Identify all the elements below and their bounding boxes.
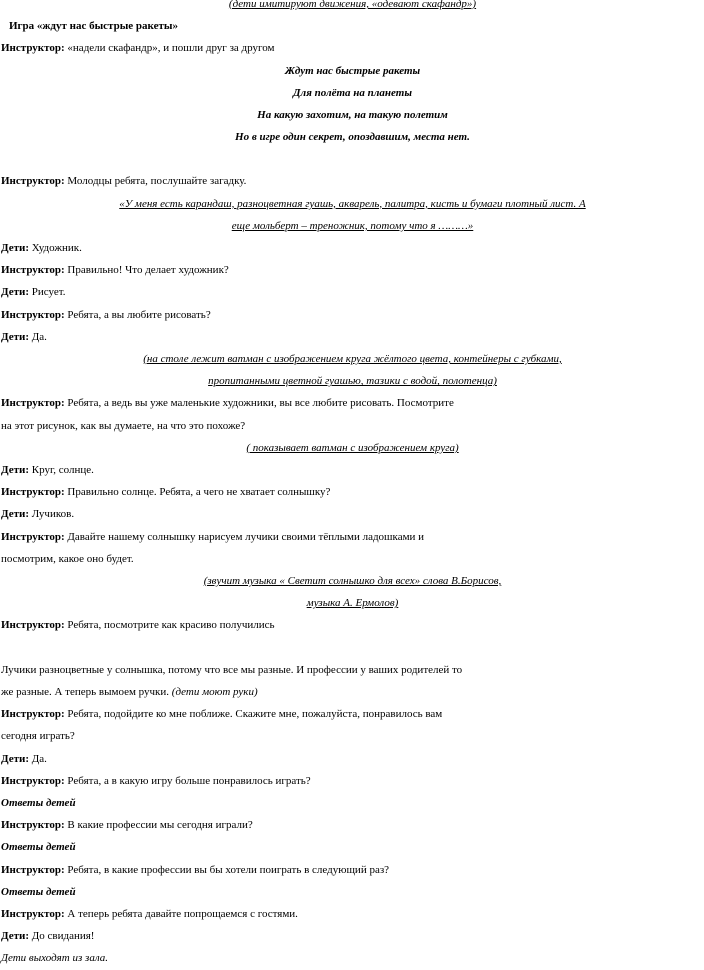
line-text: Правильно! Что делает художник? bbox=[64, 264, 229, 277]
line-text: Правильно солнце. Ребята, а чего не хватает солнышку? bbox=[64, 486, 331, 499]
speaker-label: Инструктор: bbox=[1, 708, 65, 721]
dialogue-line bbox=[1, 814, 704, 836]
speaker-label: Инструктор: bbox=[1, 264, 65, 277]
speaker-label: Дети: bbox=[1, 930, 29, 943]
dialogue-line bbox=[1, 259, 704, 281]
children-answers: Ответы детей bbox=[1, 841, 76, 854]
dialogue-line bbox=[1, 748, 704, 770]
poem-line: Для полёта на планеты bbox=[293, 86, 412, 99]
stage-direction: (на столе лежит ватман с изображением круга жёлтого цвета, контейнеры с губками, bbox=[143, 353, 562, 366]
poem-line: Но в игре один секрет, опоздавшим, места нет. bbox=[235, 131, 470, 144]
line-text: Да. bbox=[29, 752, 47, 765]
line-text: же разные. А теперь вымоем ручки. bbox=[1, 685, 172, 698]
blank-line bbox=[1, 637, 704, 659]
speaker-label: Инструктор: bbox=[1, 42, 65, 55]
dialogue-line bbox=[1, 614, 704, 636]
speaker-label: Инструктор: bbox=[1, 308, 65, 321]
line-text: Ребята, а ведь вы уже маленькие художники, вы все любите рисовать. Посмотрите bbox=[64, 397, 454, 410]
dialogue-line bbox=[1, 859, 704, 881]
poem-line: Ждут нас быстрые ракеты bbox=[284, 64, 421, 77]
speaker-label: Дети: bbox=[1, 508, 29, 521]
dialogue-line bbox=[1, 503, 704, 525]
riddle-line: «У меня есть карандаш, разноцветная гуашь, акварель, палитра, кисть и бумаги плотный лист. А bbox=[119, 197, 586, 210]
speaker-label: Инструктор: bbox=[1, 397, 65, 410]
stage-direction: (звучит музыка « Светит солнышко для всех» слова В.Борисов, bbox=[203, 575, 502, 588]
speaker-label: Дети: bbox=[1, 242, 29, 255]
line-text: «надели скафандр», и пошли друг за другом bbox=[64, 42, 275, 55]
dialogue-line bbox=[1, 903, 704, 925]
line-text: Ребята, а вы любите рисовать? bbox=[64, 308, 211, 321]
stage-direction: ( показывает ватман с изображением круга) bbox=[246, 441, 459, 454]
speaker-label: Инструктор: bbox=[1, 863, 65, 876]
line-text: Художник. bbox=[29, 242, 82, 255]
line-text: Лучиков. bbox=[29, 508, 75, 521]
speaker-label: Дети: bbox=[1, 464, 29, 477]
children-answers: Ответы детей bbox=[1, 796, 76, 809]
dialogue-line: посмотрим, какое оно будет. bbox=[1, 552, 134, 565]
dialogue-line bbox=[1, 703, 704, 725]
stage-direction: музыка А. Ермолов) bbox=[306, 597, 399, 610]
speaker-label: Инструктор: bbox=[1, 907, 65, 920]
speaker-label: Дети: bbox=[1, 286, 29, 299]
line-text: А теперь ребята давайте попрощаемся с гостями. bbox=[64, 907, 298, 920]
dialogue-line bbox=[1, 925, 704, 947]
game-title: Игра «ждут нас быстрые ракеты» bbox=[9, 20, 178, 33]
closing-direction: Дети выходят из зала. bbox=[1, 952, 109, 965]
dialogue-line bbox=[1, 481, 704, 503]
speaker-label: Дети: bbox=[1, 330, 29, 343]
dialogue-line bbox=[1, 37, 704, 59]
poem-line: На какую захотим, на такую полетим bbox=[257, 109, 448, 122]
line-text: Ребята, в какие профессии вы бы хотели поиграть в следующий раз? bbox=[64, 863, 390, 876]
dialogue-line bbox=[1, 170, 704, 192]
line-text: Молодцы ребята, послушайте загадку. bbox=[64, 175, 247, 188]
line-text: Ребята, а в какую игру больше понравилось играть? bbox=[64, 774, 311, 787]
stage-direction: пропитанными цветной гуашью, тазики с водой, полотенца) bbox=[208, 375, 497, 388]
line-text: До свидания! bbox=[29, 930, 95, 943]
line-text: Ребята, посмотрите как красиво получились bbox=[64, 619, 275, 632]
speaker-label: Инструктор: bbox=[1, 175, 65, 188]
speaker-label: Инструктор: bbox=[1, 486, 65, 499]
dialogue-line bbox=[1, 304, 704, 326]
line-text: Да. bbox=[29, 330, 47, 343]
speaker-label: Инструктор: bbox=[1, 530, 65, 543]
dialogue-line bbox=[1, 281, 704, 303]
speaker-label: Инструктор: bbox=[1, 619, 65, 632]
dialogue-line bbox=[1, 526, 704, 548]
line-text: Ребята, подойдите ко мне поближе. Скажите мне, пожалуйста, понравилось вам bbox=[64, 708, 443, 721]
line-text: В какие профессии мы сегодня играли? bbox=[64, 819, 253, 832]
stage-direction-inline: (дети моют руки) bbox=[171, 685, 258, 698]
dialogue-line: Лучики разноцветные у солнышка, потому что все мы разные. И профессии у ваших родителей то bbox=[1, 663, 463, 676]
riddle-line: еще мольберт – треножник, потому что я ………» bbox=[231, 219, 474, 232]
dialogue-line: сегодня играть? bbox=[1, 730, 75, 743]
dialogue-line bbox=[1, 770, 704, 792]
line-text: Круг, солнце. bbox=[29, 464, 94, 477]
dialogue-line bbox=[1, 392, 704, 414]
stage-direction: (дети имитируют движения, «одевают скафандр») bbox=[228, 0, 477, 10]
line-text: Давайте нашему солнышку нарисуем лучики своими тёплыми ладошками и bbox=[64, 530, 425, 543]
dialogue-line bbox=[1, 459, 704, 481]
children-answers: Ответы детей bbox=[1, 885, 76, 898]
dialogue-line bbox=[1, 681, 704, 703]
speaker-label: Инструктор: bbox=[1, 774, 65, 787]
blank-line bbox=[1, 148, 704, 170]
speaker-label: Инструктор: bbox=[1, 819, 65, 832]
dialogue-line: на этот рисунок, как вы думаете, на что это похоже? bbox=[1, 419, 246, 432]
speaker-label: Дети: bbox=[1, 752, 29, 765]
line-text: Рисует. bbox=[29, 286, 66, 299]
dialogue-line bbox=[1, 326, 704, 348]
dialogue-line bbox=[1, 237, 704, 259]
